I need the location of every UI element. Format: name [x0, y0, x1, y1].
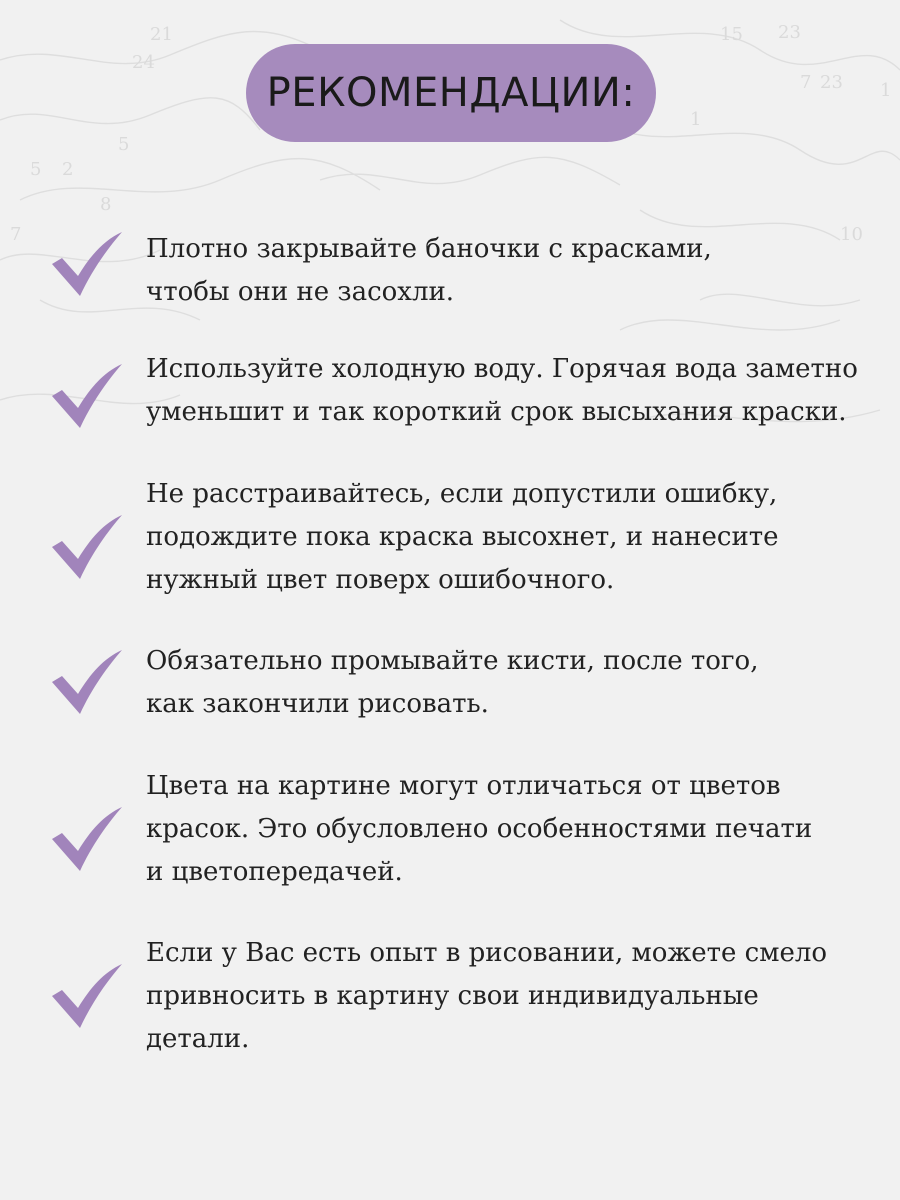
svg-text:5: 5	[118, 134, 130, 155]
svg-text:15: 15	[720, 24, 743, 45]
recommendation-line: чтобы они не засохли.	[146, 277, 455, 307]
recommendation-line: привносить в картину свои индивидуальные	[146, 981, 759, 1011]
check-icon	[50, 513, 124, 581]
svg-text:24: 24	[132, 52, 155, 73]
recommendation-line: Не расстраивайтесь, если допустили ошибку,	[146, 479, 778, 509]
title-banner	[246, 44, 656, 142]
recommendation-line: детали.	[146, 1024, 250, 1054]
recommendation-line: Используйте холодную воду. Горячая вода заметно	[146, 354, 858, 384]
check-icon	[50, 805, 124, 873]
svg-text:10: 10	[840, 224, 863, 245]
check-icon	[50, 962, 124, 1030]
recommendation-line: уменьшит и так короткий срок высыхания краски.	[146, 397, 847, 427]
recommendation-line: красок. Это обусловлено особенностями печати	[146, 814, 813, 844]
recommendation-line: как закончили рисовать.	[146, 689, 489, 719]
svg-text:7: 7	[10, 224, 22, 245]
svg-text:1: 1	[880, 80, 892, 101]
svg-text:2: 2	[62, 159, 74, 180]
svg-text:8: 8	[100, 194, 112, 215]
recommendation-line: Обязательно промывайте кисти, после того,	[146, 646, 759, 676]
recommendation-line: подождите пока краска высохнет, и нанесите	[146, 522, 779, 552]
svg-text:5: 5	[30, 159, 42, 180]
recommendation-line: Плотно закрывайте баночки с красками,	[146, 234, 712, 264]
recommendation-line: Цвета на картине могут отличаться от цветов	[146, 771, 781, 801]
page-title: РЕКОМЕНДАЦИИ:	[266, 70, 636, 116]
check-icon	[50, 362, 124, 430]
svg-text:23: 23	[820, 72, 843, 93]
svg-text:21: 21	[150, 24, 173, 45]
check-icon	[50, 648, 124, 716]
check-icon	[50, 230, 124, 298]
recommendation-line: Если у Вас есть опыт в рисовании, можете смело	[146, 938, 828, 968]
svg-text:7: 7	[800, 72, 812, 93]
recommendation-line: нужный цвет поверх ошибочного.	[146, 565, 615, 595]
svg-text:1: 1	[690, 109, 702, 130]
recommendation-line: и цветопередачей.	[146, 857, 403, 887]
svg-text:23: 23	[778, 22, 801, 43]
